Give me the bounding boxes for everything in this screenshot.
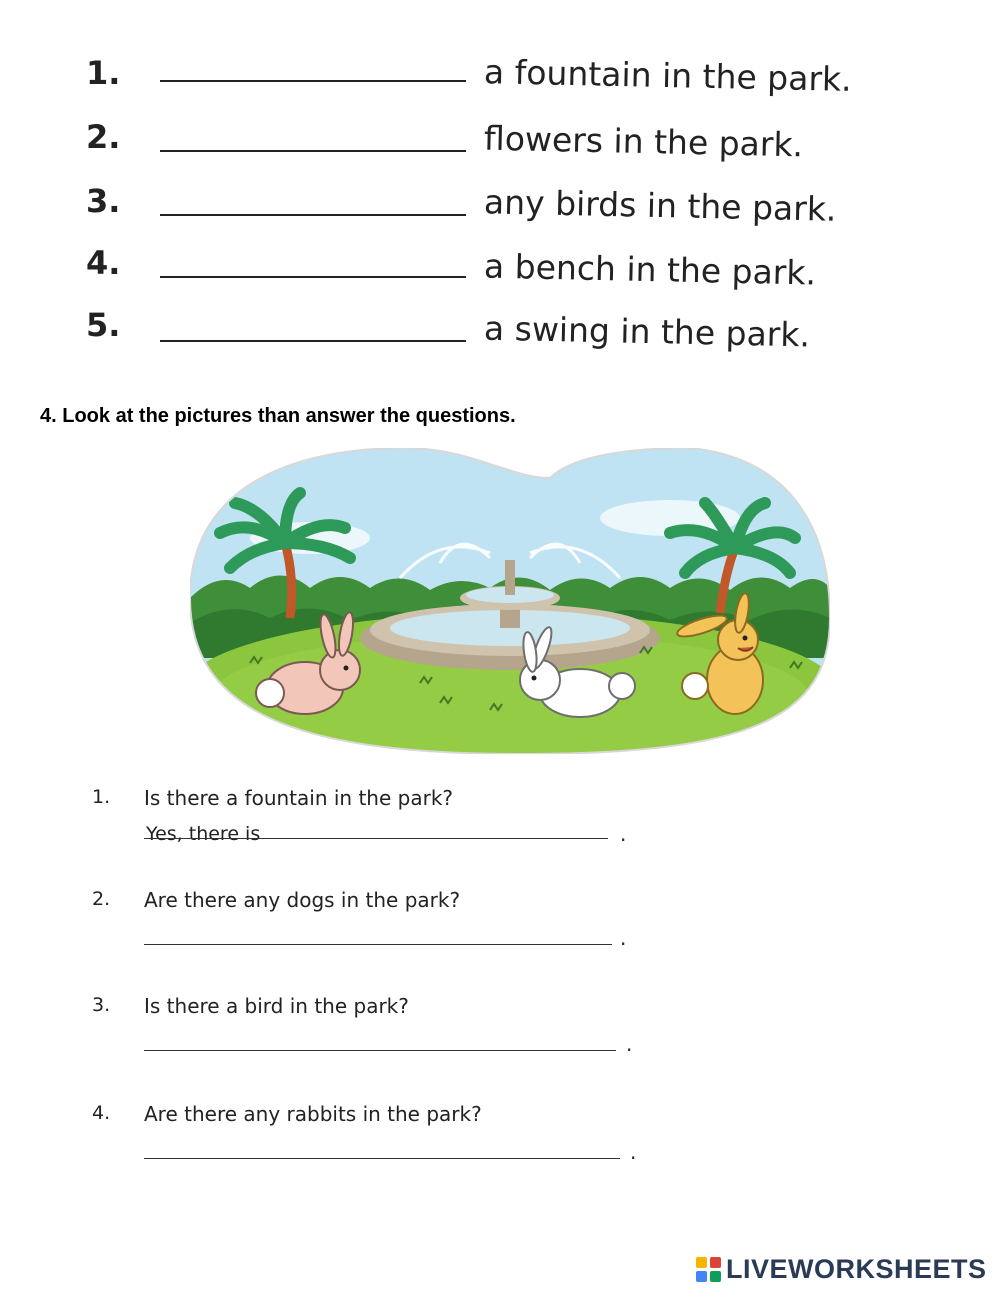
logo-grid-icon — [696, 1257, 722, 1283]
answer-line — [144, 1158, 620, 1159]
fill-in-row-1 — [0, 54, 1000, 114]
answer-input-3[interactable] — [146, 1026, 606, 1058]
question-row-4 — [0, 1102, 1000, 1182]
question-text: Are there any rabbits in the park? — [144, 1102, 482, 1126]
answer-input-4[interactable] — [146, 1134, 606, 1166]
answer-input-1[interactable] — [146, 818, 606, 850]
park-illustration — [190, 448, 830, 754]
fill-in-number: 2. — [86, 118, 121, 156]
fill-in-row-5 — [0, 306, 1000, 366]
question-row-1 — [0, 786, 1000, 866]
fill-in-blank[interactable] — [160, 80, 466, 82]
answer-period: . — [620, 822, 627, 846]
fill-in-text: any birds in the park. — [483, 182, 837, 229]
logo-text: LIVEWORKSHEETS — [726, 1254, 987, 1284]
fill-in-number: 1. — [86, 54, 121, 92]
answer-period: . — [626, 1032, 633, 1056]
fill-in-text: flowers in the park. — [483, 118, 804, 165]
answer-line — [144, 1050, 616, 1051]
question-number: 3. — [92, 994, 111, 1016]
question-row-3 — [0, 994, 1000, 1074]
fill-in-blank[interactable] — [160, 276, 466, 278]
fill-in-number: 5. — [86, 306, 121, 344]
question-text: Are there any dogs in the park? — [144, 888, 461, 912]
fill-in-number: 3. — [86, 182, 121, 220]
fill-in-row-2 — [0, 118, 1000, 178]
answer-period: . — [630, 1140, 637, 1164]
fill-in-text: a bench in the park. — [483, 246, 817, 293]
question-text: Is there a bird in the park? — [144, 994, 409, 1018]
fill-in-blank[interactable] — [160, 340, 466, 342]
answer-line — [144, 944, 612, 945]
fill-in-text: a fountain in the park. — [483, 52, 853, 99]
question-number: 1. — [92, 786, 111, 808]
fill-in-blank[interactable] — [160, 214, 466, 216]
fill-in-text: a swing in the park. — [483, 308, 811, 355]
question-text: Is there a fountain in the park? — [144, 786, 454, 810]
answer-period: . — [620, 926, 627, 950]
answer-input-2[interactable] — [146, 920, 606, 952]
answer-line — [144, 838, 608, 839]
fill-in-blank[interactable] — [160, 150, 466, 152]
question-row-2 — [0, 888, 1000, 968]
liveworksheets-logo — [696, 1254, 987, 1285]
fill-in-row-4 — [0, 244, 1000, 304]
fill-in-number: 4. — [86, 244, 121, 282]
question-number: 4. — [92, 1102, 111, 1124]
fill-in-row-3 — [0, 182, 1000, 242]
section-title: 4. Look at the pictures than answer the questions. — [40, 405, 516, 427]
question-number: 2. — [92, 888, 111, 910]
